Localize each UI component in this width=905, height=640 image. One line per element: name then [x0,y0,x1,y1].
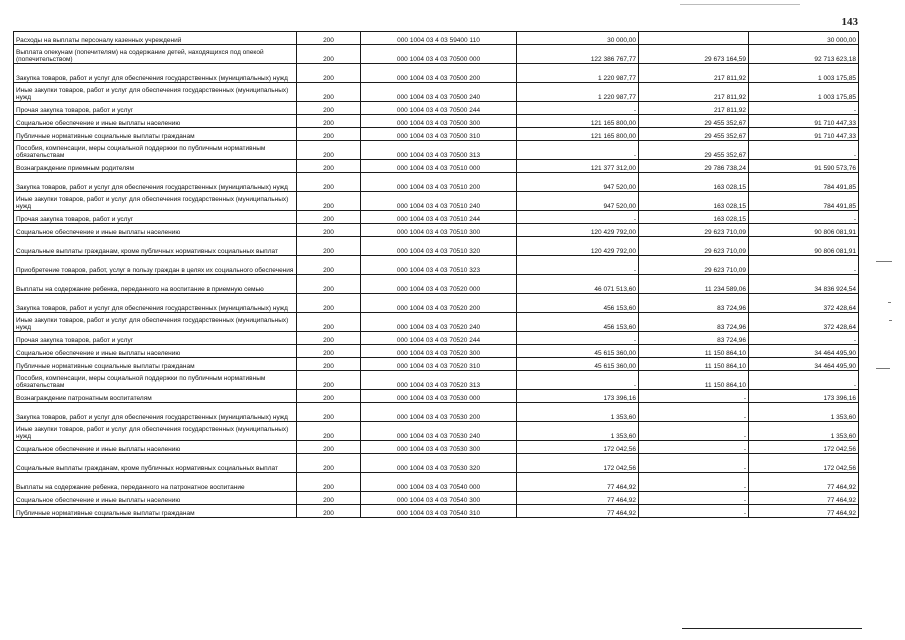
row-unexecuted-cell: 34 836 924,54 [749,275,859,294]
row-unexecuted-cell: 91 590 573,76 [749,160,859,173]
row-unexecuted-cell: 30 000,00 [749,32,859,45]
row-approved-cell: 121 165 800,00 [517,128,639,141]
table-row [14,294,859,313]
row-code-cell: 000 1004 03 4 03 70540 000 [361,473,517,492]
row-unexecuted-cell: 91 710 447,33 [749,128,859,141]
row-unexecuted-cell: 90 806 081,91 [749,237,859,256]
row-code-cell: 000 1004 03 4 03 70510 240 [361,192,517,211]
row-name-cell: Иные закупки товаров, работ и услуг для обеспечения государственных (муниципальных) нужд [14,192,297,211]
row-executed-cell: 11 150 864,10 [639,358,749,371]
margin-mark [876,368,890,369]
budget-table-container [13,31,858,518]
row-code-cell: 000 1004 03 4 03 70500 313 [361,141,517,160]
row-ved-cell: 200 [297,422,361,441]
row-unexecuted-cell: 172 042,56 [749,454,859,473]
row-unexecuted-cell: 91 710 447,33 [749,115,859,128]
row-approved-cell: 45 615 360,00 [517,358,639,371]
row-ved-cell: 200 [297,115,361,128]
row-code-cell: 000 1004 03 4 03 70520 000 [361,275,517,294]
row-executed-cell: 29 455 352,67 [639,141,749,160]
row-ved-cell: 200 [297,102,361,115]
row-approved-cell: - [517,141,639,160]
row-ved-cell: 200 [297,173,361,192]
row-name-cell: Выплата опекунам (попечителям) на содержание детей, находящихся под опекой (попечительством) [14,45,297,64]
row-executed-cell: 29 673 164,59 [639,45,749,64]
row-code-cell: 000 1004 03 4 03 70520 310 [361,358,517,371]
row-name-cell: Вознаграждение патронатным воспитателям [14,390,297,403]
row-unexecuted-cell: 77 464,92 [749,505,859,518]
row-unexecuted-cell: - [749,211,859,224]
row-approved-cell: 121 377 312,00 [517,160,639,173]
margin-mark [889,320,892,321]
row-executed-cell: 11 234 589,06 [639,275,749,294]
row-ved-cell: 200 [297,358,361,371]
top-edge-line [680,4,800,5]
row-name-cell: Выплаты на содержание ребенка, переданного на патронатное воспитание [14,473,297,492]
row-code-cell: 000 1004 03 4 03 70510 000 [361,160,517,173]
budget-execution-table [13,31,859,518]
row-executed-cell: - [639,492,749,505]
row-code-cell: 000 1004 03 4 03 70530 200 [361,403,517,422]
row-unexecuted-cell: 173 396,16 [749,390,859,403]
row-name-cell: Закупка товаров, работ и услуг для обеспечения государственных (муниципальных) нужд [14,64,297,83]
row-unexecuted-cell: - [749,141,859,160]
table-row [14,441,859,454]
row-code-cell: 000 1004 03 4 03 70520 300 [361,345,517,358]
table-row [14,141,859,160]
table-row [14,192,859,211]
row-executed-cell: - [639,505,749,518]
row-name-cell: Прочая закупка товаров, работ и услуг [14,332,297,345]
row-executed-cell: 217 811,92 [639,102,749,115]
row-executed-cell: 29 455 352,67 [639,128,749,141]
row-approved-cell: 122 386 767,77 [517,45,639,64]
row-approved-cell: 456 153,60 [517,294,639,313]
row-unexecuted-cell: 1 353,60 [749,422,859,441]
row-unexecuted-cell: 372 428,64 [749,313,859,332]
row-executed-cell: - [639,403,749,422]
bottom-edge-line [682,628,862,629]
row-ved-cell: 200 [297,224,361,237]
row-code-cell: 000 1004 03 4 03 70500 200 [361,64,517,83]
row-code-cell: 000 1004 03 4 03 70530 300 [361,441,517,454]
row-name-cell: Вознаграждение приемным родителям [14,160,297,173]
table-row [14,102,859,115]
row-approved-cell: 121 165 800,00 [517,115,639,128]
row-code-cell: 000 1004 03 4 03 59400 110 [361,32,517,45]
table-row [14,345,859,358]
margin-mark [876,261,892,262]
row-code-cell: 000 1004 03 4 03 70520 240 [361,313,517,332]
row-executed-cell: 217 811,92 [639,64,749,83]
table-row [14,390,859,403]
row-approved-cell: 1 353,60 [517,403,639,422]
row-ved-cell: 200 [297,211,361,224]
row-approved-cell: - [517,332,639,345]
row-name-cell: Приобретение товаров, работ, услуг в пользу граждан в целях их социального обеспечения [14,256,297,275]
row-name-cell: Прочая закупка товаров, работ и услуг [14,102,297,115]
row-unexecuted-cell: - [749,256,859,275]
table-row [14,64,859,83]
row-approved-cell: 947 520,00 [517,173,639,192]
row-name-cell: Социальные выплаты гражданам, кроме публичных нормативных социальных выплат [14,454,297,473]
row-executed-cell: 83 724,96 [639,313,749,332]
table-row [14,45,859,64]
row-name-cell: Закупка товаров, работ и услуг для обеспечения государственных (муниципальных) нужд [14,294,297,313]
row-approved-cell: 1 220 987,77 [517,83,639,102]
row-name-cell: Пособия, компенсации, меры социальной поддержки по публичным нормативным обязательствам [14,141,297,160]
row-name-cell: Прочая закупка товаров, работ и услуг [14,211,297,224]
row-name-cell: Иные закупки товаров, работ и услуг для обеспечения государственных (муниципальных) нужд [14,422,297,441]
row-ved-cell: 200 [297,505,361,518]
row-code-cell: 000 1004 03 4 03 70540 310 [361,505,517,518]
row-unexecuted-cell: 77 464,92 [749,492,859,505]
row-executed-cell: 217 811,92 [639,83,749,102]
table-row [14,211,859,224]
table-row [14,237,859,256]
table-row [14,358,859,371]
row-ved-cell: 200 [297,403,361,422]
row-executed-cell: 11 150 864,10 [639,371,749,390]
row-code-cell: 000 1004 03 4 03 70500 240 [361,83,517,102]
row-code-cell: 000 1004 03 4 03 70510 300 [361,224,517,237]
margin-mark [888,302,891,303]
row-code-cell: 000 1004 03 4 03 70520 244 [361,332,517,345]
table-row [14,371,859,390]
row-name-cell: Закупка товаров, работ и услуг для обеспечения государственных (муниципальных) нужд [14,173,297,192]
table-row [14,32,859,45]
row-executed-cell: - [639,454,749,473]
row-approved-cell: 46 071 513,60 [517,275,639,294]
row-executed-cell: - [639,390,749,403]
row-approved-cell: 1 220 987,77 [517,64,639,83]
row-unexecuted-cell: - [749,332,859,345]
table-row [14,256,859,275]
row-ved-cell: 200 [297,256,361,275]
row-ved-cell: 200 [297,128,361,141]
row-name-cell: Социальное обеспечение и иные выплаты населению [14,224,297,237]
row-code-cell: 000 1004 03 4 03 70500 244 [361,102,517,115]
row-ved-cell: 200 [297,64,361,83]
row-ved-cell: 200 [297,441,361,454]
row-ved-cell: 200 [297,237,361,256]
row-executed-cell [639,32,749,45]
table-row [14,403,859,422]
row-unexecuted-cell: 1 003 175,85 [749,83,859,102]
row-ved-cell: 200 [297,390,361,403]
row-ved-cell: 200 [297,294,361,313]
row-executed-cell: 163 028,15 [639,173,749,192]
row-name-cell: Выплаты на содержание ребенка, переданного на воспитание в приемную семью [14,275,297,294]
row-ved-cell: 200 [297,141,361,160]
row-approved-cell: 172 042,56 [517,441,639,454]
row-approved-cell: 30 000,00 [517,32,639,45]
row-unexecuted-cell: 1 003 175,85 [749,64,859,83]
row-code-cell: 000 1004 03 4 03 70500 000 [361,45,517,64]
row-name-cell: Закупка товаров, работ и услуг для обеспечения государственных (муниципальных) нужд [14,403,297,422]
row-approved-cell: 120 429 792,00 [517,237,639,256]
row-approved-cell: 77 464,92 [517,505,639,518]
row-name-cell: Пособия, компенсации, меры социальной поддержки по публичным нормативным обязательствам [14,371,297,390]
table-row [14,275,859,294]
row-unexecuted-cell: 784 491,85 [749,173,859,192]
table-row [14,160,859,173]
row-approved-cell: - [517,256,639,275]
row-approved-cell: 120 429 792,00 [517,224,639,237]
row-approved-cell: 173 396,16 [517,390,639,403]
row-code-cell: 000 1004 03 4 03 70510 244 [361,211,517,224]
table-row [14,473,859,492]
row-approved-cell: 45 615 360,00 [517,345,639,358]
row-ved-cell: 200 [297,313,361,332]
row-name-cell: Публичные нормативные социальные выплаты гражданам [14,128,297,141]
row-code-cell: 000 1004 03 4 03 70520 313 [361,371,517,390]
row-executed-cell: 163 028,15 [639,211,749,224]
table-row [14,313,859,332]
table-row [14,422,859,441]
row-approved-cell: 1 353,60 [517,422,639,441]
row-approved-cell: - [517,102,639,115]
row-name-cell: Расходы на выплаты персоналу казенных учреждений [14,32,297,45]
row-name-cell: Иные закупки товаров, работ и услуг для обеспечения государственных (муниципальных) нужд [14,313,297,332]
table-row [14,454,859,473]
row-approved-cell: - [517,211,639,224]
row-unexecuted-cell: - [749,102,859,115]
row-executed-cell: 29 623 710,09 [639,256,749,275]
row-name-cell: Социальное обеспечение и иные выплаты населению [14,345,297,358]
row-ved-cell: 200 [297,83,361,102]
row-code-cell: 000 1004 03 4 03 70530 320 [361,454,517,473]
row-ved-cell: 200 [297,45,361,64]
row-code-cell: 000 1004 03 4 03 70500 300 [361,115,517,128]
table-row [14,492,859,505]
row-unexecuted-cell: 92 713 623,18 [749,45,859,64]
row-code-cell: 000 1004 03 4 03 70500 310 [361,128,517,141]
row-executed-cell: - [639,441,749,454]
page-number: 143 [841,16,858,28]
table-row [14,224,859,237]
row-unexecuted-cell: 372 428,64 [749,294,859,313]
row-name-cell: Социальное обеспечение и иные выплаты населению [14,492,297,505]
row-executed-cell: - [639,473,749,492]
row-executed-cell: 83 724,96 [639,294,749,313]
row-ved-cell: 200 [297,192,361,211]
row-unexecuted-cell: 784 491,85 [749,192,859,211]
row-code-cell: 000 1004 03 4 03 70510 323 [361,256,517,275]
row-unexecuted-cell: 34 464 495,90 [749,345,859,358]
row-ved-cell: 200 [297,371,361,390]
row-executed-cell: 29 623 710,09 [639,224,749,237]
table-row [14,505,859,518]
table-row [14,332,859,345]
row-name-cell: Социальное обеспечение и иные выплаты населению [14,441,297,454]
row-ved-cell: 200 [297,345,361,358]
row-ved-cell: 200 [297,454,361,473]
row-executed-cell: 11 150 864,10 [639,345,749,358]
row-approved-cell: 77 464,92 [517,492,639,505]
row-executed-cell: 83 724,96 [639,332,749,345]
table-body [14,32,859,518]
row-ved-cell: 200 [297,492,361,505]
row-unexecuted-cell: 172 042,56 [749,441,859,454]
row-unexecuted-cell: 1 353,60 [749,403,859,422]
row-executed-cell: 29 786 738,24 [639,160,749,173]
row-code-cell: 000 1004 03 4 03 70530 000 [361,390,517,403]
row-approved-cell: 172 042,56 [517,454,639,473]
row-unexecuted-cell: 90 806 081,91 [749,224,859,237]
row-ved-cell: 200 [297,32,361,45]
row-ved-cell: 200 [297,473,361,492]
row-name-cell: Публичные нормативные социальные выплаты гражданам [14,358,297,371]
row-approved-cell: 947 520,00 [517,192,639,211]
row-executed-cell: - [639,422,749,441]
table-row [14,115,859,128]
table-row [14,83,859,102]
row-unexecuted-cell: 34 464 495,90 [749,358,859,371]
row-executed-cell: 163 028,15 [639,192,749,211]
table-row [14,128,859,141]
row-name-cell: Социальные выплаты гражданам, кроме публичных нормативных социальных выплат [14,237,297,256]
row-name-cell: Публичные нормативные социальные выплаты гражданам [14,505,297,518]
row-ved-cell: 200 [297,332,361,345]
row-code-cell: 000 1004 03 4 03 70510 320 [361,237,517,256]
table-row [14,173,859,192]
row-unexecuted-cell: - [749,371,859,390]
row-code-cell: 000 1004 03 4 03 70520 200 [361,294,517,313]
row-code-cell: 000 1004 03 4 03 70540 300 [361,492,517,505]
row-ved-cell: 200 [297,275,361,294]
row-approved-cell: 77 464,92 [517,473,639,492]
row-executed-cell: 29 455 352,67 [639,115,749,128]
row-code-cell: 000 1004 03 4 03 70530 240 [361,422,517,441]
row-approved-cell: - [517,371,639,390]
row-ved-cell: 200 [297,160,361,173]
row-name-cell: Иные закупки товаров, работ и услуг для обеспечения государственных (муниципальных) нужд [14,83,297,102]
row-executed-cell: 29 623 710,09 [639,237,749,256]
row-unexecuted-cell: 77 464,92 [749,473,859,492]
row-name-cell: Социальное обеспечение и иные выплаты населению [14,115,297,128]
row-approved-cell: 456 153,60 [517,313,639,332]
row-code-cell: 000 1004 03 4 03 70510 200 [361,173,517,192]
